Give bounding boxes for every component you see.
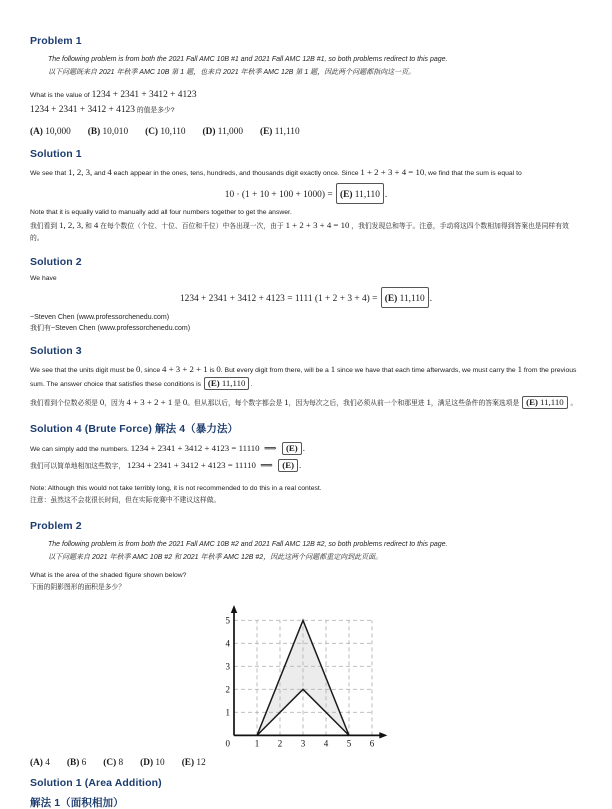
solution-4-line-en: We can simply add the numbers. 1234 + 2341 + 3412 + 4123 = 11110 ⟹ (E) . [30, 443, 305, 453]
svg-text:3: 3 [300, 738, 306, 749]
solution-2-heading: Solution 2 [30, 256, 82, 268]
svg-text:1: 1 [254, 738, 260, 749]
solution-3-section [30, 346, 582, 410]
problem-1-heading: Problem 1 [30, 35, 82, 47]
solution-4-section [30, 424, 582, 507]
svg-text:2: 2 [277, 738, 283, 749]
answer-choice: (D) 11,000 [202, 127, 243, 137]
solution-1-heading: Solution 1 [30, 148, 82, 160]
svg-text:5: 5 [225, 615, 230, 626]
solution-4-heading: Solution 4 (Brute Force) 解法 4（暴力法） [30, 423, 239, 435]
answer-choice: (B) 6 [66, 758, 87, 769]
answer-choice: (C) 8 [103, 758, 124, 769]
solution-2-intro: We have [30, 275, 57, 282]
solution-2-section [30, 257, 582, 334]
solution-3-paragraph-en: We see that the units digit must be 0, since 4 + 3 + 2 + 1 is 0. But every digit from there, will be a 1 since we have that each time afterwards, we must carry the 1 from the previous sum. The answer choice that satisfies these conditions is (E) 11,110 . [30, 364, 579, 388]
answer-choice: (A) 4 [30, 758, 50, 769]
solution-2-credit-zh: 我们有~Steven Chen (www.professorchenedu.com) [30, 325, 191, 332]
solution-4-note-zh: 注意：虽然这不会花很长时间，但在实际竞赛中不建议这样做。 [30, 497, 221, 504]
problem-1-question-zh: 1234 + 2341 + 3412 + 4123 的值是多少? [30, 105, 175, 115]
solution-2-equation: 1234 + 2341 + 3412 + 4123 = 1111 (1 + 2 + 3 + 4) = (E) 11,110 . [30, 287, 582, 308]
solution-1-paragraph-zh: 我们看到 1, 2, 3, 和 4 在每个数位（个位、十位、百位和千位）中各出现一次，由于 1 + 2 + 3 + 4 = 10 ，我们发现总和等于。注意，手动将这四个数相加得到答案也是同样有效的。 [30, 220, 569, 242]
answer-choice: (B) 10,010 [87, 127, 129, 137]
problem-2-solution-heading-en: Solution 1 (Area Addition) [30, 777, 162, 790]
problem-2-section [30, 521, 582, 809]
svg-text:2: 2 [225, 684, 230, 695]
answer-choice: (C) 10,110 [145, 127, 186, 137]
problem-2-note-zh: 以下问题来自 2021 年秋季 AMC 10B #2 和 2021 年秋季 AMC 12B #2，因此这两个问题都重定向到此页面。 [48, 554, 383, 561]
solution-2-credit-en: ~Steven Chen (www.professorchenedu.com) [30, 314, 170, 321]
problem-2-question-zh: 下面的阴影图形的面积是多少？ [30, 584, 126, 591]
svg-text:6: 6 [369, 738, 375, 749]
problem-2-choices [30, 754, 582, 770]
solution-1-section [30, 149, 582, 245]
problem-1-note-zh: 以下问题既来自 2021 年秋季 AMC 10B 第 1 题，也来自 2021 年秋季 AMC 12B 第 1 题，因此两个问题都指向这一页。 [48, 69, 416, 76]
solution-3-heading: Solution 3 [30, 345, 82, 357]
svg-text:0: 0 [225, 738, 230, 749]
solution-1-equation: 10 · (1 + 10 + 100 + 1000) = (E) 11,110 . [30, 183, 582, 204]
svg-text:4: 4 [323, 738, 329, 749]
problem-1-note-en: The following problem is from both the 2021 Fall AMC 10B #1 and 2021 Fall AMC 12B #1, so both problems redirect to this page. [48, 56, 448, 63]
solution-1-paragraph-en: We see that 1, 2, 3, and 4 each appear in the ones, tens, hundreds, and thousands digit exactly once. Since 1 + 2 + 3 + 4 = 10, we find that the sum is equal to [30, 167, 522, 177]
svg-text:1: 1 [225, 707, 230, 718]
svg-text:3: 3 [225, 661, 230, 672]
solution-1-note-en: Note that it is equally valid to manually add all four numbers together to get the answer. [30, 209, 292, 216]
answer-choice: (A) 10,000 [30, 127, 71, 137]
svg-text:4: 4 [225, 638, 230, 649]
shaded-figure-plot [214, 600, 398, 750]
solution-4-note-en: Note: Although this would not take terribly long, it is not recommended to do this in a real contest. [30, 485, 322, 492]
answer-choice: (E) 12 [181, 758, 206, 769]
problem-1-choices [30, 123, 582, 139]
answer-choice: (E) 11,110 [260, 127, 300, 137]
problem-1-section [30, 36, 582, 139]
answer-choice: (D) 10 [140, 758, 165, 769]
problem-2-heading: Problem 2 [30, 520, 82, 532]
solution-3-paragraph-zh: 我们看到个位数必须是 0，因为 4 + 3 + 2 + 1 是 0。但从那以后，每个数字都会是 1，因为每次之后，我们必须从前一个和那里进 1，满足这些条件的答案选项是 (E) 11,110 。 [30, 397, 578, 407]
problem-1-question-en: What is the value of 1234 + 2341 + 3412 + 4123 [30, 90, 197, 100]
problem-2-figure [30, 600, 582, 750]
svg-text:5: 5 [346, 738, 352, 749]
solution-4-line-zh: 我们可以简单地相加这些数字， 1234 + 2341 + 3412 + 4123 = 11110 ⟹ (E) . [30, 460, 302, 470]
problem-2-note-en: The following problem is from both the 2021 Fall AMC 10B #2 and 2021 Fall AMC 12B #2, so both problems redirect to this page. [48, 541, 448, 548]
problem-2-question-en: What is the area of the shaded figure shown below? [30, 572, 187, 579]
problem-2-solution-heading-zh: 解法 1（面积相加） [30, 797, 124, 809]
